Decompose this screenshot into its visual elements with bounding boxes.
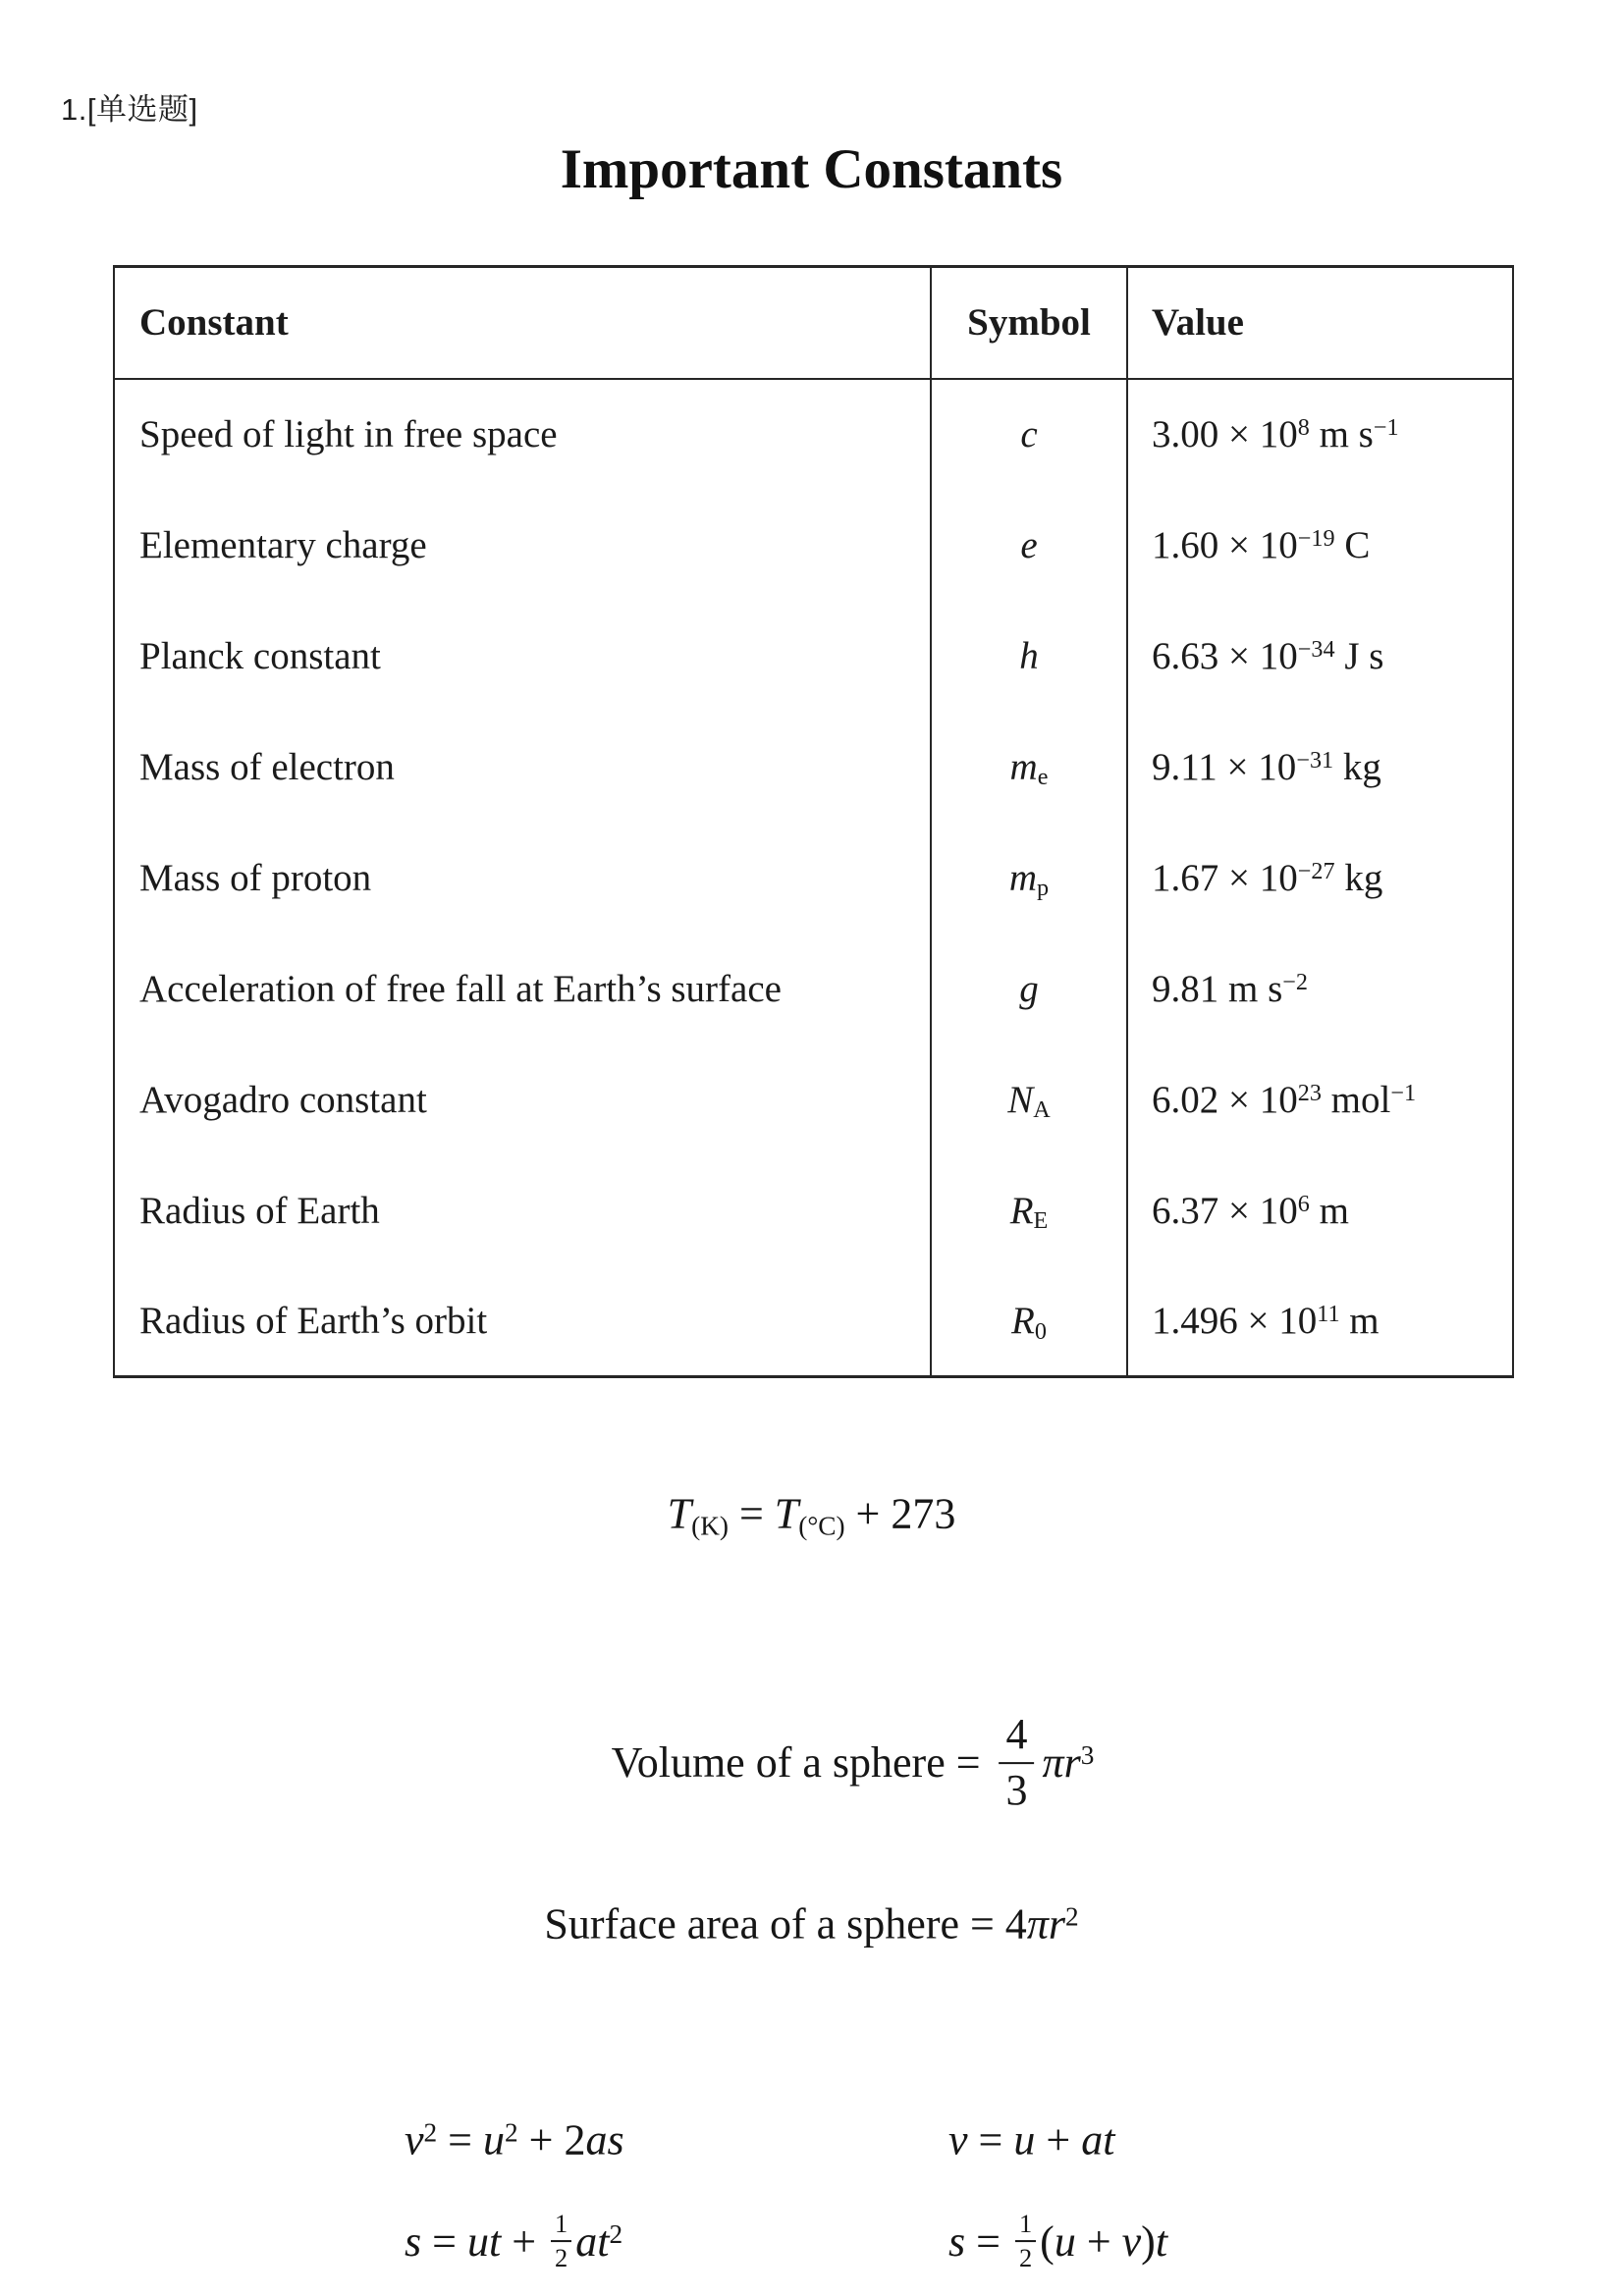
constant-symbol: h	[931, 601, 1127, 712]
constant-value: $6.02 \times 10^{23}$ mol$^{-1}$	[1152, 1078, 1417, 1121]
table-row	[114, 934, 1513, 1044]
constant-value: $3.00 \times 10^8$ m $s^{-1}$	[1152, 413, 1399, 455]
table-row	[114, 712, 1513, 823]
constant-symbol: c	[931, 379, 1127, 490]
constant-value: $1.60 \times 10^{-19}$ C	[1152, 523, 1371, 566]
fraction: $\frac{1}{2}$	[551, 2211, 571, 2271]
table-row	[114, 379, 1513, 490]
table-row	[114, 1044, 1513, 1155]
fraction: $\frac{1}{2}$	[1015, 2211, 1036, 2271]
table-row	[114, 601, 1513, 712]
constant-name: Planck constant	[139, 634, 381, 677]
constant-name: Elementary charge	[139, 523, 427, 566]
constant-value: $1.67 \times 10^{-27}$ kg	[1152, 856, 1383, 899]
constant-value: $9.11 \times 10^{-31}$ kg	[1152, 745, 1381, 788]
constant-name: Acceleration of free fall at Earth’s surface	[139, 967, 782, 1010]
column-header-symbol: Symbol	[931, 267, 1127, 379]
table-row	[114, 490, 1513, 601]
table-header-row	[114, 267, 1513, 379]
constants-table	[113, 265, 1514, 1378]
question-number-label: 1.[单选题]	[61, 92, 198, 127]
constant-name: Avogadro constant	[139, 1078, 427, 1121]
table-row	[114, 823, 1513, 934]
column-header-constant: Constant	[114, 267, 931, 379]
constant-name: Mass of electron	[139, 745, 395, 788]
constant-value: $6.63 \times 10^{-34}$ J s	[1152, 634, 1384, 677]
constant-symbol: R0	[931, 1266, 1127, 1377]
table-row	[114, 1155, 1513, 1266]
formula-temperature-conversion: T(K) = T(°C) + 273	[667, 1489, 956, 1541]
formula-volume-of-sphere: Volume of a sphere = $\frac{4}{3}$ $\pi r^3$	[611, 1710, 1095, 1814]
constant-symbol: g	[931, 934, 1127, 1044]
fraction: $\frac{4}{3}$	[1000, 1713, 1035, 1813]
constant-symbol: RE	[931, 1155, 1127, 1266]
constant-name: Speed of light in free space	[139, 413, 558, 455]
formula-v-equals-u-plus-at: v = u + at	[948, 2115, 1115, 2164]
page-title: Important Constants	[560, 138, 1063, 200]
formula-s-equals-half-u-plus-v-t: s = $\frac{1}{2}$ (u + v)t	[948, 2209, 1168, 2272]
constant-name: Mass of proton	[139, 856, 372, 899]
formula-v-squared-equals-u-squared-plus-2as: $v^2 = u^2 + 2as$	[405, 2115, 624, 2164]
table-row	[114, 1266, 1513, 1377]
constant-symbol: mp	[931, 823, 1127, 934]
constant-value: $1.496 \times 10^{11}$ m	[1152, 1299, 1380, 1342]
formula-s-equals-ut-plus-half-at-squared: s = ut + $\frac{1}{2}$ $at^2$	[405, 2209, 623, 2272]
constant-value: $6.37 \times 10^6$ m	[1152, 1189, 1349, 1232]
constant-name: Radius of Earth	[139, 1189, 380, 1232]
constant-symbol: e	[931, 490, 1127, 601]
constants-table-body	[114, 379, 1513, 1377]
formula-surface-area-of-sphere: Surface area of a sphere = $4\pi r^2$	[544, 1899, 1079, 1949]
column-header-value: Value	[1127, 267, 1513, 379]
constant-symbol: NA	[931, 1044, 1127, 1155]
constant-symbol: me	[931, 712, 1127, 823]
constant-value: 9.81 m $s^{-2}$	[1152, 967, 1308, 1010]
constant-name: Radius of Earth’s orbit	[139, 1299, 488, 1342]
